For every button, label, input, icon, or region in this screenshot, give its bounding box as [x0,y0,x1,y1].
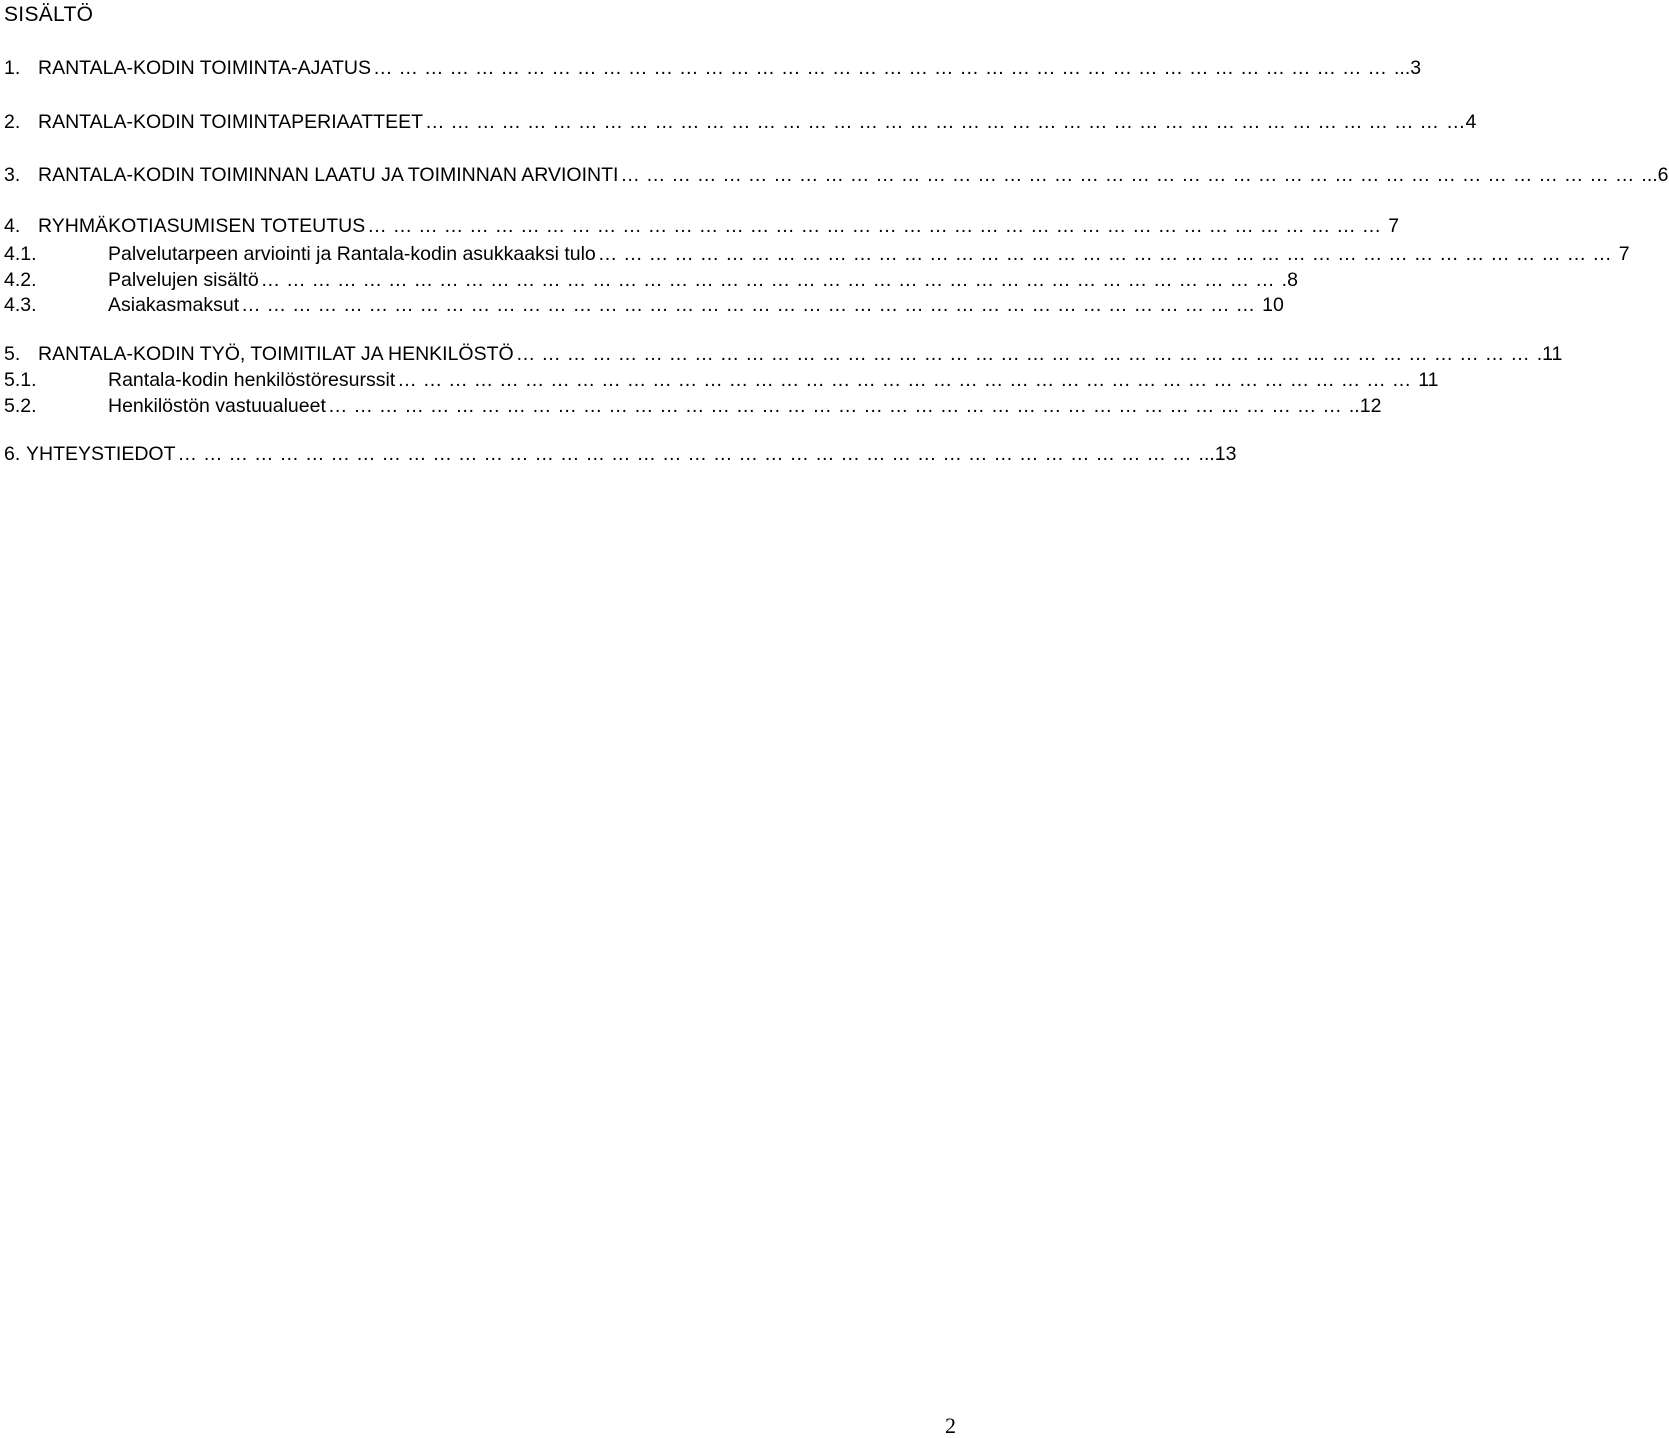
toc-entry-number: 1. [4,57,21,79]
toc-entry-number: 4.1. [4,243,37,265]
toc-entry-4-3[interactable] [4,294,1284,316]
toc-entry-title: RANTALA-KODIN TOIMINTAPERIAATTEET [38,111,423,133]
toc-entry-title: RYHMÄKOTIASUMISEN TOTEUTUS [38,215,366,237]
toc-entry-page: 7 [1618,243,1630,265]
toc-entry-title: Rantala-kodin henkilöstöresurssit [108,369,396,391]
toc-leader: ………………………………………………………………………………………………………… [260,269,1281,291]
toc-entry-number: 5.2. [4,395,37,417]
toc-entry-2[interactable] [4,111,1477,133]
toc-entry-number: 4.2. [4,269,37,291]
toc-leader: ………………………………………………………………………………………………………… [597,243,1618,265]
toc-entry-4-2[interactable] [4,269,1298,291]
toc-entry-page: .8 [1281,269,1298,291]
toc-entry-title: Palvelujen sisältö [108,269,259,291]
toc-entry-6[interactable] [4,443,1237,465]
toc-leader: ………………………………………………………………………………………………………… [372,57,1393,79]
toc-entry-page: ...13 [1198,443,1237,465]
toc-entry-number: 4. [4,215,21,237]
toc-leader: ………………………………………………………………………………………………………… [241,294,1262,316]
toc-entry-title: Palvelutarpeen arviointi ja Rantala-kodin asukkaaksi tulo [108,243,596,265]
toc-entry-3[interactable] [4,164,1669,186]
toc-leader: ………………………………………………………………………………………………………… [620,164,1641,186]
toc-entry-1[interactable] [4,57,1422,79]
toc-entry-title: RANTALA-KODIN TOIMINTA-AJATUS [38,57,371,79]
toc-entry-number: 5.1. [4,369,37,391]
toc-entry-5-1[interactable] [4,369,1439,391]
page-title: SISÄLTÖ [4,3,94,26]
toc-leader: ………………………………………………………………………………………………………… [515,343,1536,365]
toc-entry-page: 11 [1418,369,1439,391]
toc-entry-4-1[interactable] [4,243,1630,265]
toc-entry-5-2[interactable] [4,395,1382,417]
toc-entry-number: 5. [4,343,21,365]
toc-leader: ………………………………………………………………………………………………………… [177,443,1198,465]
toc-entry-number: 6. [4,443,21,465]
toc-entry-title: Henkilöstön vastuualueet [108,395,326,417]
toc-entry-title: RANTALA-KODIN TYÖ, TOIMITILAT JA HENKILÖSTÖ [38,343,514,365]
toc-entry-5[interactable] [4,343,1563,365]
toc-leader: ………………………………………………………………………………………………………… [327,395,1348,417]
page-number: 2 [945,1413,956,1438]
toc-entry-page: ..12 [1348,395,1382,417]
toc-entry-title: RANTALA-KODIN TOIMINNAN LAATU JA TOIMINNAN ARVIOINTI [38,164,619,186]
toc-leader: ………………………………………………………………………………………………………… [367,215,1388,237]
toc-entry-page: 10 [1262,294,1284,316]
toc-entry-page: 7 [1388,215,1400,237]
toc-entry-title: Asiakasmaksut [108,294,240,316]
toc-entry-title: YHTEYSTIEDOT [26,443,176,465]
toc-entry-page: …4 [1446,111,1477,133]
toc-entry-page: .11 [1536,343,1563,365]
toc-leader: ………………………………………………………………………………………………………… [397,369,1418,391]
toc-leader: ………………………………………………………………………………………………………… [425,111,1445,133]
toc-entry-number: 3. [4,164,21,186]
toc-entry-number: 4.3. [4,294,37,316]
toc-entry-number: 2. [4,111,21,133]
toc-entry-page: ...3 [1393,57,1422,79]
toc-entry-page: ...6 [1641,164,1669,186]
toc-entry-4[interactable] [4,215,1400,237]
